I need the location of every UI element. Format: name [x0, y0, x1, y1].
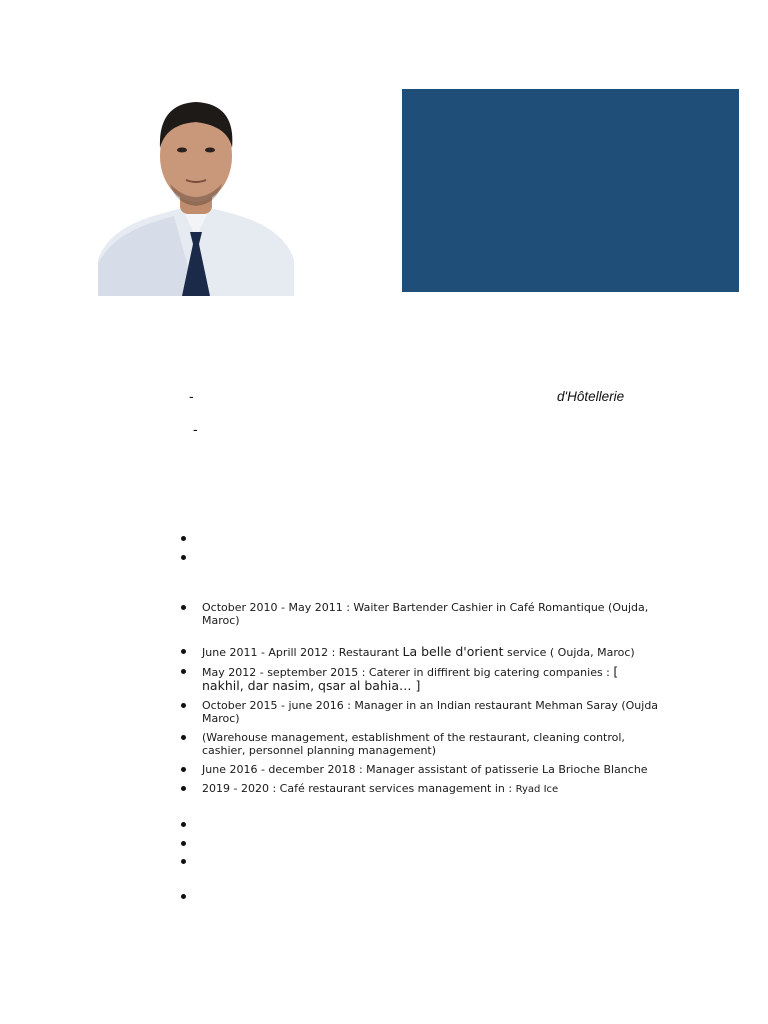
- education-dash-2: -: [193, 421, 198, 437]
- experience-item: [181, 601, 661, 627]
- experience-prefix: May 2012 - september 2015 : Caterer in diffirent big catering companies :: [202, 666, 614, 679]
- experience-text: October 2010 - May 2011 : Waiter Bartender Cashier in Café Romantique (Oujda, Maroc): [202, 601, 649, 627]
- profile-photo: [98, 92, 294, 296]
- experience-suffix: service ( Oujda, Maroc): [503, 646, 635, 659]
- bullet-marker: [181, 894, 186, 899]
- education-school-fragment: d'Hôtellerie: [557, 389, 625, 404]
- bullet-marker: [181, 822, 186, 827]
- experience-item: [181, 665, 661, 693]
- experience-emphasis: [ nakhil, dar nasim, qsar al bahia… ]: [202, 664, 619, 693]
- experience-prefix: June 2011 - Aprill 2012 : Restaurant: [202, 646, 403, 659]
- experience-item: [181, 645, 661, 659]
- experience-item: [181, 731, 661, 757]
- bullet-marker: [181, 841, 186, 846]
- experience-emphasis: Ryad Ice: [515, 784, 559, 795]
- experience-prefix: 2019 - 2020 : Café restaurant services management in :: [202, 782, 516, 795]
- header-block: [402, 89, 739, 292]
- bullet-marker: [181, 536, 186, 541]
- bullet-marker: [181, 859, 186, 864]
- experience-emphasis: La belle d'orient: [402, 644, 504, 659]
- experience-item: [181, 782, 661, 796]
- experience-text: June 2016 - december 2018 : Manager assistant of patisserie La Brioche Blanche: [202, 763, 648, 776]
- experience-text: (Warehouse management, establishment of the restaurant, cleaning control, cashier, personnel planning management): [202, 731, 625, 757]
- experience-text: October 2015 - june 2016 : Manager in an Indian restaurant Mehman Saray (Oujda Maroc): [202, 699, 659, 725]
- bullet-marker: [181, 555, 186, 560]
- experience-item: [181, 699, 661, 725]
- experience-item: [181, 763, 661, 776]
- education-dash-1: -: [189, 388, 194, 404]
- experience-list: [181, 601, 661, 796]
